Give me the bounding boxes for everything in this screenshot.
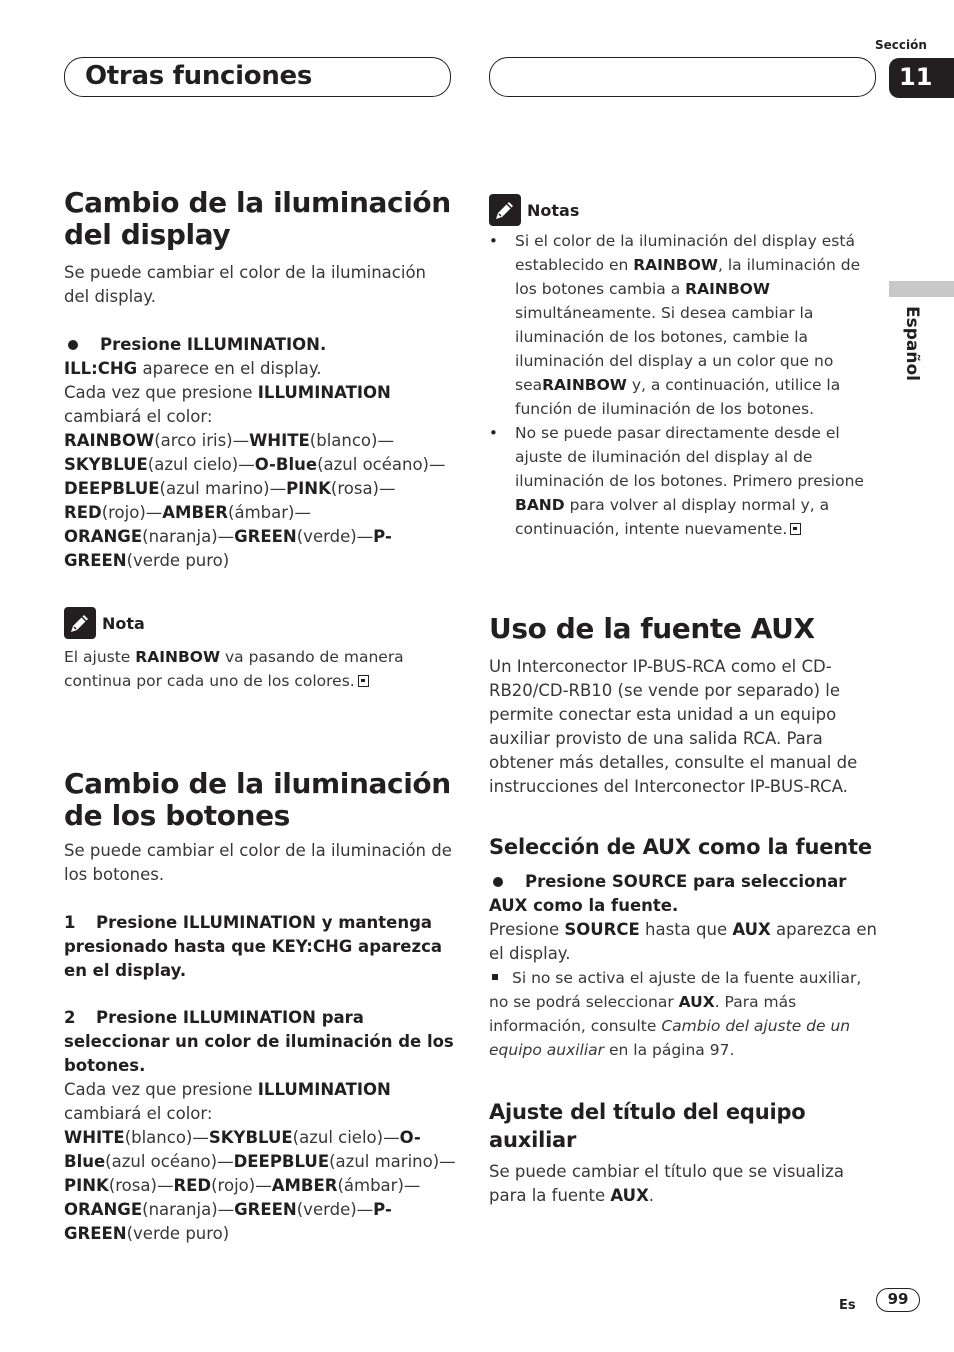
color-description: (arco iris) [154,431,233,450]
color-description: (verde) [296,1200,357,1219]
aux-step-detail: Presione SOURCE hasta que AUX aparezca en el display. [489,920,877,963]
color-name: ORANGE [64,527,143,546]
buttons-intro: Se puede cambiar el color de la iluminación de los botones. [64,841,452,884]
color-description: (ámbar) [228,503,295,522]
heading-aux-source: Uso de la fuente AUX [489,612,815,645]
color-description: (naranja) [142,1200,218,1219]
color-description: (rosa) [330,479,379,498]
color-description: (rosa) [108,1176,157,1195]
color-description: (azul marino) [159,479,270,498]
color-name: P-GREEN [64,1200,392,1243]
color-separator: — [217,1200,235,1219]
heading-button-illumination: Cambio de la iluminación de los botones [64,767,451,832]
color-name: WHITE [249,431,310,450]
note-block [64,607,456,693]
color-name: DEEPBLUE [64,479,160,498]
buttons-color-list [64,1126,456,1246]
color-name: GREEN [234,1200,297,1219]
notes-title: Notas [527,200,580,220]
color-description: (ámbar) [337,1176,404,1195]
color-separator: — [156,1176,174,1195]
buttons-step-2: 2 Presione ILLUMINATION para seleccionar un color de iluminación de los botones. [64,1008,454,1075]
color-separator: — [192,1128,209,1147]
color-name: AMBER [271,1176,338,1195]
section-label: Sección [875,38,927,52]
color-name: P-GREEN [64,527,392,570]
notes-item-1: • Si el color de la iluminación del display está establecido en RAINBOW, la iluminación de los botones cambia a RAINBOW simultáneamente. Si desea cambiar la iluminación de los botones, cambie la iluminación del display a un color que no seaRAINBOW y, a continuación, utilice la función de iluminación de los botones. [489,229,879,421]
display-intro: Se puede cambiar el color de la iluminación del display. [64,263,427,306]
color-name: SKYBLUE [208,1128,293,1147]
buttons-step-1: 1 Presione ILLUMINATION y mantenga presionado hasta que KEY:CHG aparezca en el display. [64,913,442,980]
color-separator: — [217,1152,234,1171]
color-description: (verde) [296,527,357,546]
color-separator: — [429,455,446,474]
note-text: El ajuste RAINBOW va pasando de manera continua por cada uno de los colores. [64,648,404,690]
notes-block [489,194,879,541]
aux-title-text: Se puede cambiar el título que se visualiza para la fuente AUX. [489,1162,844,1205]
step-bullet-icon [68,340,78,350]
color-name: DEEPBLUE [233,1152,330,1171]
color-separator: — [232,431,250,450]
color-name: PINK [64,1176,109,1195]
color-separator: — [403,1176,421,1195]
cross-reference-link: Cambio del ajuste de un equipo auxiliar [489,1017,851,1059]
color-name: AMBER [162,503,229,522]
page-number: 99 [876,1288,920,1312]
end-mark-icon [358,675,369,687]
color-name: GREEN [234,527,297,546]
color-description: (azul océano) [317,455,429,474]
color-name: RAINBOW [64,431,155,450]
end-mark-icon [790,523,801,535]
color-separator: — [269,479,287,498]
buttons-cycle-text: Cada vez que presione ILLUMINATION cambiará el color: [64,1080,391,1123]
step-bullet-icon [493,877,503,887]
aux-step: Presione SOURCE para seleccionar AUX como la fuente. [489,872,847,915]
aux-intro: Un Interconector IP-BUS-RCA como el CD-RB20/CD-RB10 (se vende por separado) le permite conectar esta unidad a un equipo auxiliar provisto de una salida RCA. Para obtener más detalles, consulte el manual de instrucciones del Interconector IP-BUS-RCA. [489,657,858,796]
color-description: (naranja) [142,527,218,546]
left-column [64,187,456,1246]
footer-language-code: Es [839,1298,856,1313]
color-separator: — [238,455,255,474]
header-left-pill [64,57,451,97]
color-separator: — [356,527,374,546]
note-title: Nota [102,613,145,633]
display-step: Presione ILLUMINATION. [64,333,456,357]
color-description: (azul océano) [105,1152,218,1171]
color-description: (azul cielo) [292,1128,384,1147]
color-name: PINK [286,479,331,498]
display-cycle-text: Cada vez que presione ILLUMINATION cambiará el color: [64,383,391,426]
color-separator: — [356,1200,374,1219]
color-separator: — [439,1152,456,1171]
color-description: (verde puro) [126,1224,230,1243]
color-name: RED [64,503,102,522]
display-status-line: ILL:CHG aparece en el display. [64,359,322,378]
heading-select-aux: Selección de AUX como la fuente [489,835,872,859]
color-description: (azul marino) [329,1152,440,1171]
color-description: (blanco) [124,1128,193,1147]
color-description: (azul cielo) [147,455,239,474]
color-name: O-Blue [254,455,318,474]
color-name: RED [173,1176,212,1195]
color-name: SKYBLUE [64,455,148,474]
header-right-pill [489,57,876,97]
notes-item-2: • No se puede pasar directamente desde el ajuste de iluminación del display al de iluminación de los botones. Primero presione BAND para volver al display normal y, a continuación, intente nuevamente. [489,421,879,541]
color-name: O-Blue [64,1128,421,1171]
color-separator: — [217,527,235,546]
color-separator: — [383,1128,400,1147]
notes-list [489,229,879,541]
color-name: ORANGE [64,1200,143,1219]
heading-display-illumination: Cambio de la iluminación del display [64,186,451,251]
color-separator: — [255,1176,272,1195]
section-title: Otras funciones [85,61,313,91]
heading-aux-title: Ajuste del título del equipo auxiliar [489,1100,806,1152]
section-number-tab: 11 [889,58,954,98]
color-description: (verde puro) [126,551,230,570]
color-separator: — [294,503,311,522]
aux-note: Si no se activa el ajuste de la fuente auxiliar, no se podrá seleccionar AUX. Para más información, consulte Cambio del ajuste de un equipo auxiliar en la página 97. [489,969,862,1059]
language-label: Español [902,306,922,381]
color-description: (blanco) [309,431,378,450]
color-separator: — [145,503,163,522]
right-column [489,194,879,1208]
color-separator: — [377,431,394,450]
color-name: WHITE [64,1128,125,1147]
color-description: (rojo) [101,503,146,522]
square-bullet-icon [492,974,498,980]
color-description: (rojo) [211,1176,256,1195]
color-separator: — [379,479,396,498]
language-tab-bar [889,281,954,297]
display-color-list [64,429,456,573]
note-pencil-icon [64,607,96,639]
notes-pencil-icon [489,194,521,226]
